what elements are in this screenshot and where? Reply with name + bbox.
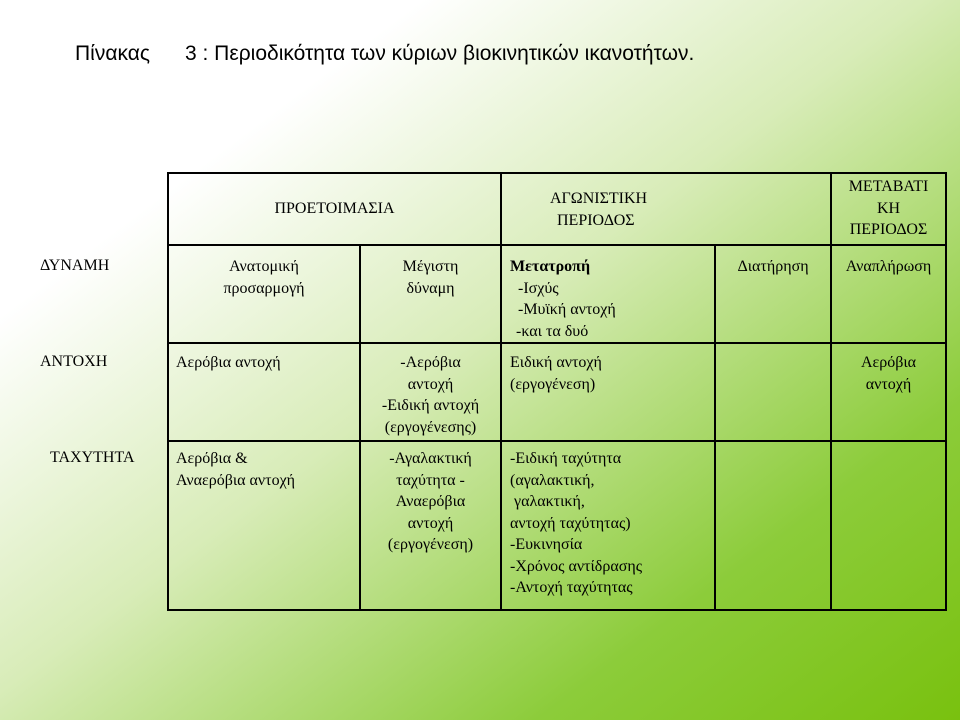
cell-strength-comp2: Διατήρηση bbox=[715, 245, 831, 343]
header-preparation: ΠΡΟΕΤΟΙΜΑΣΙΑ bbox=[168, 173, 501, 245]
cell-strength-comp1: Μετατροπή -Ισχύς -Μυϊκή αντοχή -και τα δυό bbox=[501, 245, 715, 343]
header-row bbox=[40, 173, 946, 245]
table-row-endurance bbox=[40, 343, 946, 441]
row-label-speed: ΤΑΧΥΤΗΤΑ bbox=[50, 449, 135, 466]
cell-speed-comp1: -Ειδική ταχύτητα (αγαλακτική, γαλακτική, αντοχή ταχύτητας) -Ευκινησία -Χρόνος αντίδρασης -Αντοχή ταχύτητας bbox=[501, 441, 715, 610]
cell-strength-trans: Αναπλήρωση bbox=[831, 245, 946, 343]
cell-strength-prep2: Μέγιστη δύναμη bbox=[360, 245, 501, 343]
row-label-endurance: ΑΝΤΟΧΗ bbox=[40, 353, 108, 370]
table-caption bbox=[75, 42, 694, 66]
table-row-strength bbox=[40, 245, 946, 343]
cell-endurance-prep1: Αερόβια αντοχή bbox=[168, 343, 360, 441]
cell-speed-prep2: -Αγαλακτική ταχύτητα - Αναερόβια αντοχή (εργογένεση) bbox=[360, 441, 501, 610]
cell-speed-comp2 bbox=[715, 441, 831, 610]
header-transition: ΜΕΤΑΒΑΤΙ ΚΗ ΠΕΡΙΟΔΟΣ bbox=[831, 173, 946, 245]
cell-endurance-trans: Αερόβια αντοχή bbox=[831, 343, 946, 441]
cell-endurance-prep2: -Αερόβια αντοχή -Ειδική αντοχή (εργογένεσης) bbox=[360, 343, 501, 441]
cell-endurance-comp1: Ειδική αντοχή (εργογένεση) bbox=[501, 343, 715, 441]
periodization-table bbox=[40, 172, 947, 611]
header-competitive: ΑΓΩΝΙΣΤΙΚΗ ΠΕΡΙΟΔΟΣ bbox=[501, 173, 831, 245]
cell-strength-prep1: Ανατομική προσαρμογή bbox=[168, 245, 360, 343]
row-label-strength: ΔΥΝΑΜΗ bbox=[40, 257, 110, 274]
table-row-speed bbox=[40, 441, 946, 610]
cell-speed-prep1: Αερόβια & Αναερόβια αντοχή bbox=[168, 441, 360, 610]
cell-endurance-comp2 bbox=[715, 343, 831, 441]
cell-speed-trans bbox=[831, 441, 946, 610]
corner-cell bbox=[40, 173, 168, 245]
caption-label: Πίνακας bbox=[75, 42, 150, 65]
caption-text: 3 : Περιοδικότητα των κύριων βιοκινητικών ικανοτήτων. bbox=[185, 42, 695, 65]
